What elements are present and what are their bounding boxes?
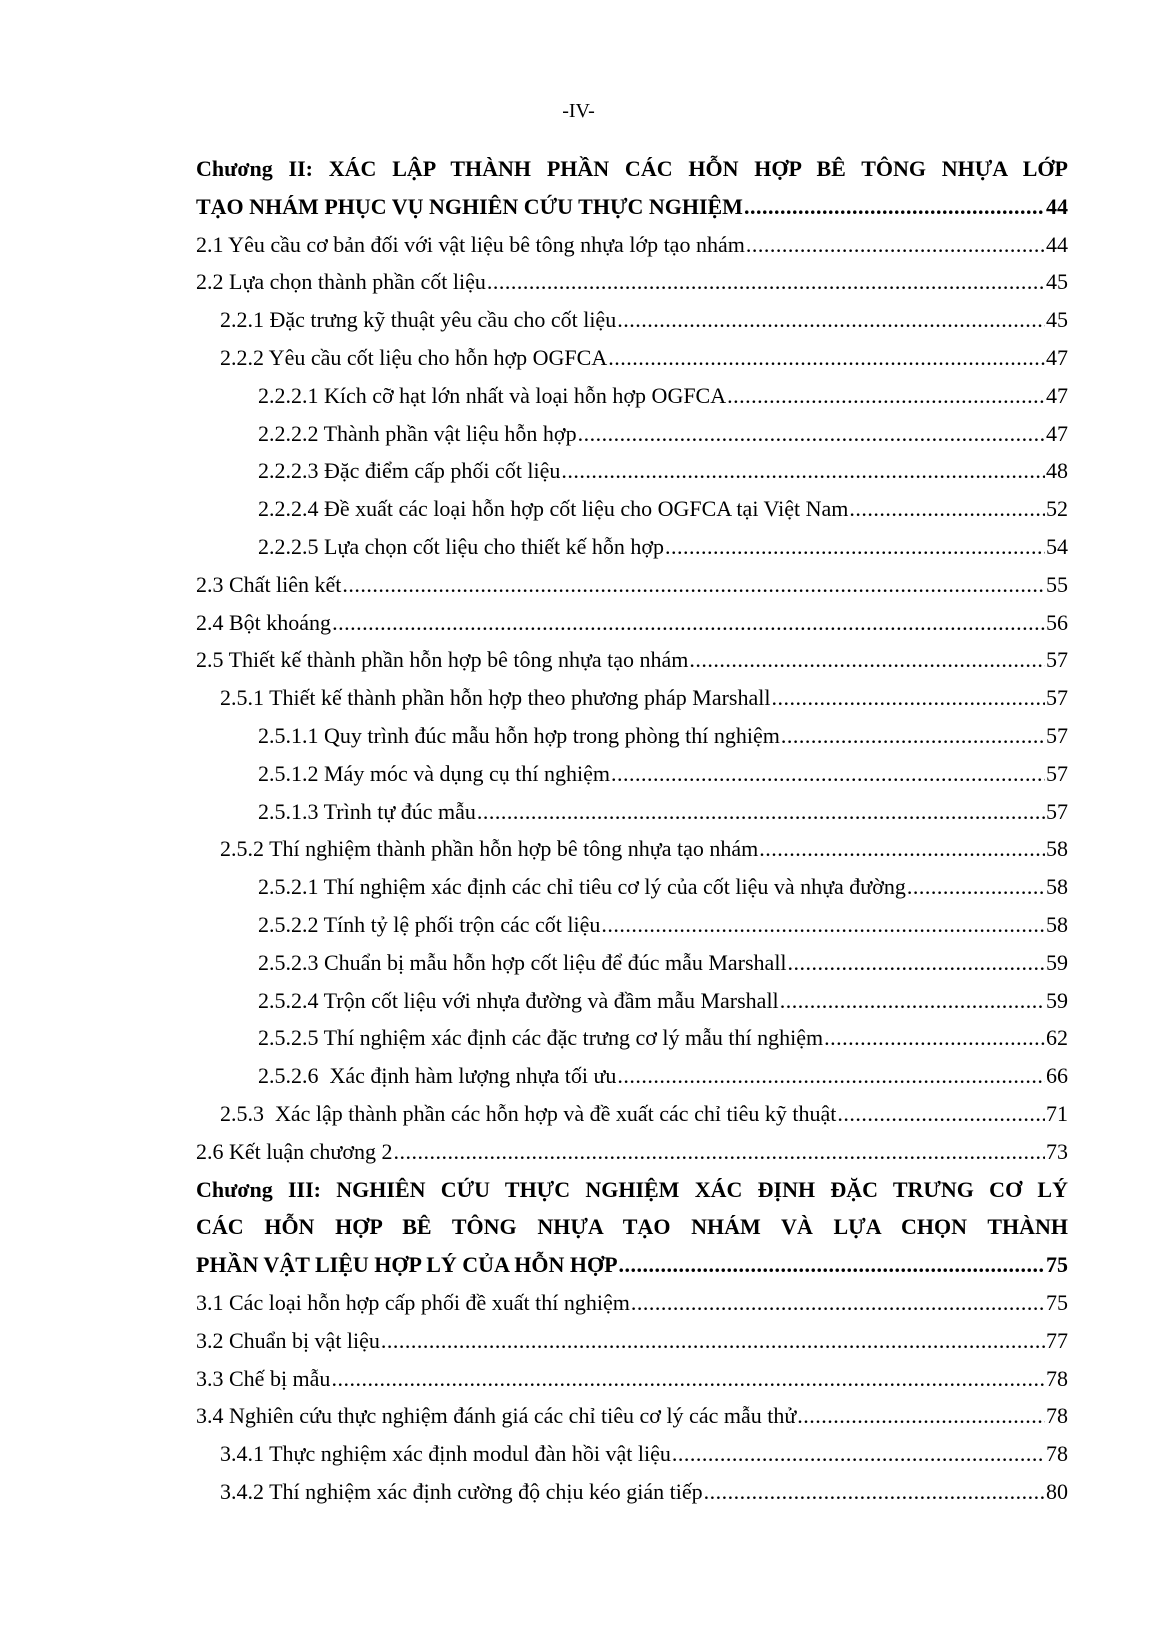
chapter-3-title-line-2: CÁC HỖN HỢP BÊ TÔNG NHỰA TẠO NHÁM VÀ LỰA CHỌN THÀNH [196, 1214, 1068, 1240]
entry-label: 3.4 Nghiên cứu thực nghiệm đánh giá các chỉ tiêu cơ lý các mẫu thử [196, 1403, 797, 1429]
toc-entry-3-4-2[interactable] [196, 1473, 1068, 1511]
toc-entry-2-5-2-1[interactable] [196, 868, 1068, 906]
entry-label: 3.4.1 Thực nghiệm xác định modul đàn hồi vật liệu [220, 1441, 671, 1467]
leader-dots [608, 339, 1045, 377]
entry-page: 58 [1046, 836, 1068, 862]
entry-label: 2.2.1 Đặc trưng kỹ thuật yêu cầu cho cốt liệu [220, 307, 617, 333]
toc-entry-3-1[interactable] [196, 1284, 1068, 1322]
toc-entry-2-2-2-3[interactable] [196, 452, 1068, 490]
entry-label: 2.5.2 Thí nghiệm thành phần hỗn hợp bê tông nhựa tạo nhám [220, 836, 759, 862]
toc-entry-2-5-1[interactable] [196, 679, 1068, 717]
toc-entry-2-5-1-3[interactable] [196, 793, 1068, 831]
toc-entry-3-4-1[interactable] [196, 1435, 1068, 1473]
chapter-2-page: 44 [1046, 193, 1068, 219]
chapter-3-heading[interactable] [196, 1171, 1068, 1284]
entry-page: 47 [1046, 344, 1068, 370]
entry-page: 59 [1046, 987, 1068, 1013]
toc-entry-2-5-2-6[interactable] [196, 1057, 1068, 1095]
entry-page: 57 [1046, 760, 1068, 786]
entry-page: 44 [1046, 231, 1068, 257]
entry-page: 57 [1046, 647, 1068, 673]
toc-entry-2-2-1[interactable] [196, 301, 1068, 339]
entry-page: 71 [1046, 1100, 1068, 1126]
leader-dots [780, 982, 1045, 1020]
leader-dots [759, 830, 1045, 868]
entry-label: 2.2.2.3 Đặc điểm cấp phối cốt liệu [258, 458, 561, 484]
entry-label: 2.5.1.1 Quy trình đúc mẫu hỗn hợp trong phòng thí nghiệm [258, 722, 780, 748]
entry-label: 2.5.2.2 Tính tỷ lệ phối trộn các cốt liệu [258, 911, 601, 937]
leader-dots [487, 263, 1045, 301]
entry-page: 47 [1046, 420, 1068, 446]
leader-dots [617, 1057, 1045, 1095]
entry-label: 2.5.2.6 Xác định hàm lượng nhựa tối ưu [258, 1063, 617, 1089]
leader-dots [381, 1322, 1045, 1360]
toc-entry-2-1[interactable] [196, 226, 1068, 264]
leader-dots [619, 1246, 1045, 1284]
entry-label: 2.5.2.1 Thí nghiệm xác định các chỉ tiêu cơ lý của cốt liệu và nhựa đường [258, 874, 906, 900]
toc-entry-3-4[interactable] [196, 1397, 1068, 1435]
toc-entry-2-2-2-2[interactable] [196, 415, 1068, 453]
leader-dots [611, 755, 1045, 793]
leader-dots [849, 490, 1045, 528]
toc-entry-3-2[interactable] [196, 1322, 1068, 1360]
leader-dots [907, 868, 1045, 906]
entry-page: 55 [1046, 571, 1068, 597]
leader-dots [727, 377, 1045, 415]
entry-page: 78 [1046, 1441, 1068, 1467]
entry-label: 2.5.3 Xác lập thành phần các hỗn hợp và đề xuất các chỉ tiêu kỹ thuật [220, 1100, 837, 1126]
leader-dots [631, 1284, 1045, 1322]
chapter-2-title-line-2 [196, 188, 1068, 226]
entry-label: 2.6 Kết luận chương 2 [196, 1138, 393, 1164]
entry-page: 54 [1046, 533, 1068, 559]
entry-label: 3.4.2 Thí nghiệm xác định cường độ chịu kéo gián tiếp [220, 1478, 703, 1504]
leader-dots [781, 717, 1045, 755]
entry-page: 52 [1046, 496, 1068, 522]
leader-dots [837, 1095, 1045, 1133]
leader-dots [746, 226, 1045, 264]
entry-label: 2.2.2.4 Đề xuất các loại hỗn hợp cốt liệu cho OGFCA tại Việt Nam [258, 496, 849, 522]
leader-dots [601, 906, 1045, 944]
entry-page: 62 [1046, 1025, 1068, 1051]
toc-entry-3-3[interactable] [196, 1360, 1068, 1398]
table-of-contents [196, 150, 1068, 1511]
entry-page: 73 [1046, 1138, 1068, 1164]
toc-entry-2-5-3[interactable] [196, 1095, 1068, 1133]
leader-dots [665, 528, 1045, 566]
leader-dots [332, 604, 1045, 642]
entry-page: 45 [1046, 269, 1068, 295]
page-number: -IV- [562, 100, 595, 122]
entry-label: 2.2 Lựa chọn thành phần cốt liệu [196, 269, 486, 295]
leader-dots [672, 1435, 1045, 1473]
entry-page: 45 [1046, 307, 1068, 333]
entry-label: 2.5.2.5 Thí nghiệm xác định các đặc trưng cơ lý mẫu thí nghiệm [258, 1025, 824, 1051]
leader-dots [797, 1397, 1045, 1435]
entry-label: 2.4 Bột khoáng [196, 609, 332, 635]
entry-page: 57 [1046, 722, 1068, 748]
toc-entry-2-2-2[interactable] [196, 339, 1068, 377]
toc-entry-2-5-2[interactable] [196, 830, 1068, 868]
leader-dots [744, 188, 1045, 226]
entry-label: 2.5 Thiết kế thành phần hỗn hợp bê tông nhựa tạo nhám [196, 647, 689, 673]
chapter-2-title-text: TẠO NHÁM PHỤC VỤ NGHIÊN CỨU THỰC NGHIỆM [196, 193, 743, 219]
entry-label: 2.5.2.3 Chuẩn bị mẫu hỗn hợp cốt liệu để đúc mẫu Marshall [258, 949, 787, 975]
chapter-3-page: 75 [1046, 1252, 1068, 1278]
toc-entry-2-5-2-4[interactable] [196, 982, 1068, 1020]
toc-entry-2-2-2-1[interactable] [196, 377, 1068, 415]
entry-page: 77 [1046, 1327, 1068, 1353]
leader-dots [561, 452, 1045, 490]
entry-page: 58 [1046, 911, 1068, 937]
entry-label: 2.5.1.3 Trình tự đúc mẫu [258, 798, 476, 824]
toc-entry-2-4[interactable] [196, 604, 1068, 642]
entry-label: 3.1 Các loại hỗn hợp cấp phối đề xuất thí nghiệm [196, 1289, 630, 1315]
entry-label: 2.2.2.5 Lựa chọn cốt liệu cho thiết kế hỗn hợp [258, 533, 665, 559]
chapter-2-title-line-1: Chương II: XÁC LẬP THÀNH PHẦN CÁC HỖN HỢP BÊ TÔNG NHỰA LỚP [196, 156, 1068, 181]
entry-label: 2.1 Yêu cầu cơ bản đối với vật liệu bê tông nhựa lớp tạo nhám [196, 231, 745, 257]
entry-label: 3.3 Chế bị mẫu [196, 1365, 331, 1391]
leader-dots [331, 1360, 1045, 1398]
entry-page: 57 [1046, 685, 1068, 711]
entry-label: 2.5.1 Thiết kế thành phần hỗn hợp theo phương pháp Marshall [220, 685, 771, 711]
entry-label: 2.2.2 Yêu cầu cốt liệu cho hỗn hợp OGFCA [220, 344, 608, 370]
toc-entry-2-5-1-2[interactable] [196, 755, 1068, 793]
entry-page: 56 [1046, 609, 1068, 635]
chapter-3-title-line-1: Chương III: NGHIÊN CỨU THỰC NGHIỆM XÁC ĐỊNH ĐẶC TRƯNG CƠ LÝ [196, 1176, 1068, 1202]
leader-dots [617, 301, 1045, 339]
entry-page: 78 [1046, 1365, 1068, 1391]
toc-entry-2-6[interactable] [196, 1133, 1068, 1171]
leader-dots [824, 1019, 1045, 1057]
toc-entry-2-2-2-4[interactable] [196, 490, 1068, 528]
leader-dots [393, 1133, 1045, 1171]
entry-label: 2.2.2.1 Kích cỡ hạt lớn nhất và loại hỗn hợp OGFCA [258, 382, 727, 408]
leader-dots [342, 566, 1045, 604]
leader-dots [578, 415, 1045, 453]
leader-dots [689, 641, 1045, 679]
leader-dots [788, 944, 1045, 982]
entry-label: 3.2 Chuẩn bị vật liệu [196, 1327, 380, 1353]
entry-page: 80 [1046, 1478, 1068, 1504]
entry-page: 57 [1046, 798, 1068, 824]
entry-page: 47 [1046, 382, 1068, 408]
toc-entry-2-3[interactable] [196, 566, 1068, 604]
entry-label: 2.5.1.2 Máy móc và dụng cụ thí nghiệm [258, 760, 610, 786]
entry-page: 75 [1046, 1289, 1068, 1315]
leader-dots [704, 1473, 1045, 1511]
entry-label: 2.5.2.4 Trộn cốt liệu với nhựa đường và đầm mẫu Marshall [258, 987, 779, 1013]
toc-entry-2-5-2-5[interactable] [196, 1019, 1068, 1057]
entry-page: 59 [1046, 949, 1068, 975]
entry-page: 66 [1046, 1063, 1068, 1089]
toc-entry-2-2[interactable] [196, 263, 1068, 301]
entry-label: 2.3 Chất liên kết [196, 571, 342, 597]
entry-page: 48 [1046, 458, 1068, 484]
toc-entry-2-5-2-3[interactable] [196, 944, 1068, 982]
entry-page: 58 [1046, 874, 1068, 900]
leader-dots [771, 679, 1045, 717]
chapter-2-heading[interactable] [196, 150, 1068, 226]
entry-label: 2.2.2.2 Thành phần vật liệu hỗn hợp [258, 420, 577, 446]
leader-dots [477, 793, 1045, 831]
toc-entry-2-5[interactable] [196, 641, 1068, 679]
chapter-3-title-line-3 [196, 1246, 1068, 1284]
toc-entry-2-5-2-2[interactable] [196, 906, 1068, 944]
toc-entry-2-5-1-1[interactable] [196, 717, 1068, 755]
entry-page: 78 [1046, 1403, 1068, 1429]
toc-entry-2-2-2-5[interactable] [196, 528, 1068, 566]
chapter-3-title-text: PHẦN VẬT LIỆU HỢP LÝ CỦA HỖN HỢP [196, 1252, 618, 1278]
